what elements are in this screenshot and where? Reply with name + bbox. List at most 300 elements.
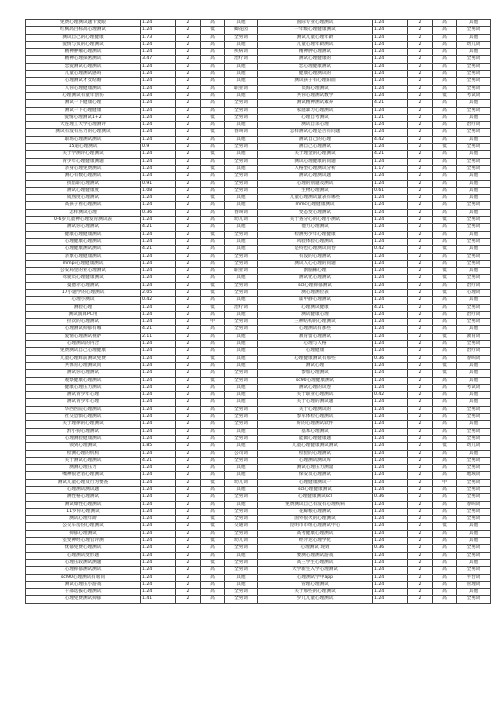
keyword-cell: 变态变心理测试 [258, 210, 373, 217]
category-cell: 全男词 [457, 509, 491, 516]
count-cell: 2 [176, 166, 201, 173]
keyword-cell: 测验心理 [26, 305, 141, 312]
keyword-cell: 割脑稀心理 [258, 268, 373, 275]
index-cell: 1.24 [141, 538, 176, 545]
count-cell: 2 [408, 35, 433, 42]
category-cell: 其他 [225, 246, 258, 253]
count-cell: 2 [176, 35, 201, 42]
keyword-cell: 测心理测位表 [258, 290, 373, 297]
category-cell: 考试词 [457, 93, 491, 100]
count-cell: 2 [408, 392, 433, 399]
keyword-cell: 心理免费测试抑郁 [26, 596, 141, 603]
category-cell: 全男词 [225, 560, 258, 567]
index-cell: 1.24 [141, 407, 176, 414]
category-cell: 其他 [225, 78, 258, 85]
competition-cell: 高 [433, 414, 457, 421]
index-cell: 1.24 [141, 305, 176, 312]
count-cell: 2 [408, 64, 433, 71]
keyword-cell: 大学新生入学心理测试 [258, 567, 373, 574]
count-cell: 2 [408, 217, 433, 224]
index-cell: 1.24 [373, 173, 408, 180]
category-cell: 全男词 [457, 108, 491, 115]
index-cell: 1.24 [373, 575, 408, 582]
index-cell: 1.24 [141, 480, 176, 487]
category-cell: 其他 [225, 356, 258, 363]
count-cell: 2 [408, 348, 433, 355]
count-cell: 2 [176, 516, 201, 523]
count-cell: 2 [408, 42, 433, 49]
index-cell: 1.24 [141, 560, 176, 567]
count-cell: 2 [176, 20, 201, 27]
index-cell: 1.24 [141, 451, 176, 458]
count-cell: 2 [176, 480, 201, 487]
keyword-cell: 心理自考测试 [258, 115, 373, 122]
count-cell: 2 [176, 370, 201, 377]
index-cell: 1.24 [141, 64, 176, 71]
count-cell: 2 [176, 509, 201, 516]
count-cell: 2 [408, 297, 433, 304]
competition-cell: 中 [201, 319, 225, 326]
competition-cell: 高 [201, 100, 225, 107]
count-cell: 2 [408, 144, 433, 151]
keyword-cell: sc90心理健康测试 [258, 378, 373, 385]
count-cell: 2 [176, 385, 201, 392]
index-cell: 1.24 [373, 122, 408, 129]
count-cell: 2 [176, 421, 201, 428]
count-cell: 2 [408, 399, 433, 406]
keyword-cell: 检验的心理测试 [258, 451, 373, 458]
keyword-cell: 心理测试有童年创伤 [26, 93, 141, 100]
keyword-cell: 职场心理测试测试 [26, 137, 141, 144]
count-cell: 2 [176, 195, 201, 202]
category-cell: 其他 [457, 35, 491, 42]
keyword-cell: 管理心理测试 [258, 582, 373, 589]
competition-cell: 高 [201, 210, 225, 217]
category-cell: 春叫词 [457, 356, 491, 363]
keyword-cell: 测试有没有压力的心理测试 [26, 129, 141, 136]
index-cell: 1.24 [373, 217, 408, 224]
index-cell: 1.24 [141, 509, 176, 516]
keyword-cell: 亲身心理免费测试 [26, 166, 141, 173]
competition-cell: 中 [433, 480, 457, 487]
competition-cell: 低 [201, 305, 225, 312]
index-cell: 1.24 [373, 144, 408, 151]
category-cell: 其他 [457, 232, 491, 239]
count-cell: 2 [408, 122, 433, 129]
index-cell: 0.36 [373, 494, 408, 501]
index-cell: 1.24 [373, 129, 408, 136]
category-cell: 全男词 [457, 261, 491, 268]
keyword-cell: 人格型心理测试分析 [258, 166, 373, 173]
competition-cell: 高 [433, 312, 457, 319]
category-cell: 其他 [457, 210, 491, 217]
competition-cell: 高 [433, 553, 457, 560]
competition-cell: 高 [433, 494, 457, 501]
competition-cell: 高 [201, 494, 225, 501]
count-cell: 2 [176, 224, 201, 231]
competition-cell: 低 [433, 334, 457, 341]
count-cell: 2 [176, 42, 201, 49]
keyword-cell: 亲象心理健康测试 [26, 254, 141, 261]
count-cell: 2 [176, 319, 201, 326]
index-cell: 4.21 [373, 305, 408, 312]
keyword-cell: 心理健康测试scl [258, 494, 373, 501]
index-cell: 1.24 [373, 297, 408, 304]
count-cell: 2 [408, 443, 433, 450]
category-cell: 全男词 [225, 181, 258, 188]
keyword-cell: 测试儿童心理及行为要查 [26, 480, 141, 487]
count-cell: 2 [176, 378, 201, 385]
keyword-cell: 测试孩子有心理阳面 [258, 78, 373, 85]
count-cell: 2 [408, 100, 433, 107]
keyword-cell: 健康心理健康测试 [26, 232, 141, 239]
count-cell: 2 [176, 553, 201, 560]
keyword-cell: 心理测试测试库 [258, 458, 373, 465]
category-cell: 全男词 [225, 589, 258, 596]
category-cell: 其他 [225, 392, 258, 399]
category-cell: 其他 [457, 399, 491, 406]
category-cell: 全男词 [225, 100, 258, 107]
count-cell: 2 [176, 494, 201, 501]
keyword-cell: mmc心理健康测试 [258, 202, 373, 209]
competition-cell: 高 [433, 385, 457, 392]
competition-cell: 高 [201, 159, 225, 166]
index-cell: 1.24 [141, 348, 176, 355]
competition-cell: 低 [201, 115, 225, 122]
keyword-cell: 测试心理测试题 [258, 173, 373, 180]
competition-cell: 高 [433, 436, 457, 443]
count-cell: 2 [176, 188, 201, 195]
count-cell: 2 [408, 115, 433, 122]
category-cell: 交通词 [225, 523, 258, 530]
count-cell: 2 [176, 436, 201, 443]
keyword-cell: 11罗你心理测试 [26, 509, 141, 516]
category-cell: 全男词 [457, 224, 491, 231]
competition-cell: 高 [201, 414, 225, 421]
index-cell: 1.24 [141, 399, 176, 406]
category-cell: 全男词 [225, 567, 258, 574]
index-cell: 1.24 [373, 560, 408, 567]
category-cell: 全男词 [225, 326, 258, 333]
index-cell: 1.24 [373, 210, 408, 217]
competition-cell: 高 [433, 429, 457, 436]
index-cell: 1.24 [373, 480, 408, 487]
keyword-cell: 青少年心理健康测题 [26, 159, 141, 166]
category-cell: 全男词 [225, 188, 258, 195]
competition-cell: 低 [433, 443, 457, 450]
count-cell: 2 [408, 370, 433, 377]
competition-cell: 高 [433, 224, 457, 231]
index-cell: 1.24 [141, 312, 176, 319]
competition-cell: 高 [201, 275, 225, 282]
category-cell: 治疗词 [457, 348, 491, 355]
competition-cell: 高 [201, 56, 225, 63]
category-cell: 全男词 [457, 86, 491, 93]
competition-cell: 高 [201, 341, 225, 348]
category-cell: 其他 [457, 173, 491, 180]
category-cell: 其他 [457, 451, 491, 458]
competition-cell: 高 [201, 181, 225, 188]
keyword-cell: 公安局里的业心理测试 [26, 268, 141, 275]
competition-cell: 高 [201, 173, 225, 180]
category-cell: 职业词 [225, 86, 258, 93]
index-cell: 1.24 [141, 392, 176, 399]
competition-cell: 高 [201, 392, 225, 399]
keyword-cell: 国际专业心理测试 [258, 20, 373, 27]
count-cell: 2 [408, 385, 433, 392]
count-cell: 2 [176, 71, 201, 78]
competition-cell: 高 [201, 567, 225, 574]
category-cell: 其他 [225, 582, 258, 589]
count-cell: 2 [408, 509, 433, 516]
count-cell: 2 [176, 268, 201, 275]
count-cell: 2 [408, 166, 433, 173]
keyword-cell: 心理抑郁测试测试 [26, 567, 141, 574]
count-cell: 2 [408, 531, 433, 538]
category-cell: 全男词 [457, 553, 491, 560]
count-cell: 2 [408, 261, 433, 268]
index-cell: 1.24 [373, 502, 408, 509]
category-cell: 全男词 [225, 115, 258, 122]
competition-cell: 高 [433, 531, 457, 538]
keyword-cell: 关于理金的心理测试 [258, 151, 373, 158]
count-cell: 2 [408, 560, 433, 567]
competition-cell: 高 [201, 509, 225, 516]
index-cell: 1.24 [373, 195, 408, 202]
count-cell: 2 [176, 589, 201, 596]
competition-cell: 低 [433, 523, 457, 530]
count-cell: 2 [408, 108, 433, 115]
keyword-cell: 一年级心理健康测试 [258, 27, 373, 34]
index-cell: 1.24 [141, 20, 176, 27]
competition-cell: 低 [201, 195, 225, 202]
competition-cell: 高 [201, 363, 225, 370]
keyword-cell: mmpi心理健康测试 [26, 261, 141, 268]
keyword-cell: 免费心理测试题卡麦眼 [26, 20, 141, 27]
keyword-cell: 免费测试自己有没有心理疾病 [258, 502, 373, 509]
competition-cell: 高 [433, 239, 457, 246]
keyword-cell: 测试心理 [258, 363, 373, 370]
keyword-cell: 生物心理测试 [258, 188, 373, 195]
keyword-cell: 三种结构的心理测试 [258, 319, 373, 326]
category-cell: 其他 [457, 560, 491, 567]
index-cell: 4.21 [141, 326, 176, 333]
category-cell: 其他 [225, 385, 258, 392]
index-cell: 1.24 [373, 414, 408, 421]
category-cell: 其他 [457, 531, 491, 538]
category-cell: 平台词 [457, 575, 491, 582]
category-cell: 全男词 [457, 71, 491, 78]
count-cell: 2 [176, 523, 201, 530]
count-cell: 2 [408, 239, 433, 246]
keyword-cell: 参加心理测试 [258, 370, 373, 377]
count-cell: 2 [176, 217, 201, 224]
category-cell: 全男词 [457, 458, 491, 465]
index-cell: 1.24 [373, 202, 408, 209]
category-cell: 全男词 [225, 254, 258, 261]
competition-cell: 高 [201, 71, 225, 78]
keyword-cell: 0-6岁儿童神心理发育测试表 [26, 217, 141, 224]
competition-cell: 高 [201, 78, 225, 85]
index-cell: 1.24 [141, 100, 176, 107]
count-cell: 2 [408, 246, 433, 253]
keyword-cell: 基本心理测试 [258, 429, 373, 436]
index-cell: 1.24 [373, 421, 408, 428]
count-cell: 2 [408, 589, 433, 596]
keyword-cell: 少儿儿童心理测试 [258, 596, 373, 603]
index-cell: 1.24 [141, 341, 176, 348]
category-cell: 其他 [225, 224, 258, 231]
keyword-cell: 心理测试健康 [258, 305, 373, 312]
count-cell: 2 [408, 494, 433, 501]
index-cell: 1.24 [373, 254, 408, 261]
category-cell: 其他 [225, 297, 258, 304]
keyword-cell: 高三学生心理测试 [258, 560, 373, 567]
category-cell: 全男词 [225, 290, 258, 297]
keyword-cell: 风验体验心理测试 [258, 239, 373, 246]
keyword-cell: 测试心理健康度 [26, 188, 141, 195]
competition-cell: 高 [201, 312, 225, 319]
count-cell: 2 [408, 210, 433, 217]
keyword-cell: 忧郁免费心理测试 [26, 545, 141, 552]
competition-cell: 高 [433, 378, 457, 385]
count-cell: 2 [176, 122, 201, 129]
keyword-cell: 测试心理的试卷 [258, 385, 373, 392]
category-cell: 全男词 [457, 27, 491, 34]
competition-cell: 高 [201, 35, 225, 42]
index-cell: 2.05 [141, 290, 176, 297]
keyword-cell: 测试精神测试素养 [258, 100, 373, 107]
index-cell: 1.41 [141, 596, 176, 603]
count-cell: 2 [408, 202, 433, 209]
index-cell: 1.24 [373, 341, 408, 348]
competition-cell: 高 [433, 137, 457, 144]
index-cell: 1.24 [141, 523, 176, 530]
index-cell: 1.24 [141, 319, 176, 326]
keyword-cell: 儿童心理健康测试测试 [258, 443, 373, 450]
competition-cell: 高 [433, 151, 457, 158]
count-cell: 2 [176, 100, 201, 107]
index-cell: 1.24 [141, 531, 176, 538]
competition-cell: 低 [201, 523, 225, 530]
competition-cell: 高 [433, 326, 457, 333]
index-cell: 1.24 [141, 378, 176, 385]
keyword-cell: 成熟度心理测试 [26, 195, 141, 202]
competition-cell: 低 [201, 151, 225, 158]
competition-cell: 高 [433, 399, 457, 406]
count-cell: 2 [176, 407, 201, 414]
category-cell: 全男词 [225, 414, 258, 421]
keyword-cell: 教育留心理测试 [258, 334, 373, 341]
keyword-cell: 测试爆性心理测试 [26, 502, 141, 509]
competition-cell: 低 [201, 356, 225, 363]
count-cell: 2 [408, 305, 433, 312]
count-cell: 2 [176, 487, 201, 494]
index-cell: 0.36 [373, 545, 408, 552]
keyword-cell: 心理健康测试有那些 [258, 356, 373, 363]
index-cell: 1.24 [373, 407, 408, 414]
index-cell: 1.24 [373, 275, 408, 282]
category-cell: 治疗词 [457, 283, 491, 290]
count-cell: 2 [408, 378, 433, 385]
keyword-cell: 健康心理压力测试 [26, 385, 141, 392]
index-cell: 3.47 [141, 56, 176, 63]
competition-cell: 高 [201, 246, 225, 253]
index-cell: 0.42 [141, 297, 176, 304]
keyword-cell: 精神肿瘤心理测试 [26, 49, 141, 56]
category-cell: 其他 [457, 49, 491, 56]
category-cell: 全男词 [225, 458, 258, 465]
index-cell: 1.24 [373, 312, 408, 319]
category-cell: 全男词 [457, 436, 491, 443]
competition-cell: 高 [201, 370, 225, 377]
category-cell: 全男词 [225, 144, 258, 151]
competition-cell: 高 [433, 78, 457, 85]
category-cell: 卿花园 [225, 27, 258, 34]
category-cell: 其他 [225, 334, 258, 341]
index-cell: 1.24 [373, 451, 408, 458]
keyword-cell: 17小题学的心理测试 [26, 290, 141, 297]
keyword-cell: 心理健康 [258, 348, 373, 355]
category-cell: 其他 [457, 246, 491, 253]
competition-cell: 低 [201, 538, 225, 545]
competition-cell: 高 [201, 596, 225, 603]
index-cell: 1.24 [373, 64, 408, 71]
category-cell: 其他 [225, 443, 258, 450]
count-cell: 2 [176, 472, 201, 479]
count-cell: 2 [176, 465, 201, 472]
category-cell: 春叫词 [225, 210, 258, 217]
index-cell: 4.21 [373, 151, 408, 158]
count-cell: 2 [408, 56, 433, 63]
category-cell: 全男词 [457, 305, 491, 312]
count-cell: 2 [176, 151, 201, 158]
count-cell: 2 [408, 254, 433, 261]
keyword-cell: 测试心理压力测量 [258, 465, 373, 472]
index-cell: 1.24 [373, 224, 408, 231]
keyword-cell: 有没的心理测试 [258, 254, 373, 261]
category-cell: 治疗词 [225, 305, 258, 312]
keyword-cell: 测试一下健康心理 [26, 100, 141, 107]
competition-cell: 低 [433, 290, 457, 297]
keyword-cell: 心理测试抑郁有哪 [26, 326, 141, 333]
keyword-cell: 精神心理探密测试 [26, 56, 141, 63]
count-cell: 2 [176, 181, 201, 188]
index-cell: 1.24 [141, 429, 176, 436]
category-cell: 春叫词 [457, 502, 491, 509]
keyword-cell: 好的心理测试软件 [258, 421, 373, 428]
index-cell: 1.24 [373, 239, 408, 246]
count-cell: 2 [176, 254, 201, 261]
competition-cell: 高 [433, 589, 457, 596]
keyword-cell: 抑郁心理测试 [26, 531, 141, 538]
keyword-cell: scl90心理测试有啥问 [26, 575, 141, 582]
keyword-cell: 测试儿童心理年龄 [258, 35, 373, 42]
count-cell: 2 [408, 341, 433, 348]
keyword-cell: 精神肿心理测试 [258, 49, 373, 56]
index-cell: 1.24 [141, 472, 176, 479]
competition-cell: 高 [201, 553, 225, 560]
category-cell: 考试词 [457, 385, 491, 392]
competition-cell: 高 [201, 502, 225, 509]
index-cell: 1.24 [141, 195, 176, 202]
category-cell: 幼儿词 [457, 443, 491, 450]
competition-cell: 高 [433, 64, 457, 71]
count-cell: 2 [408, 363, 433, 370]
competition-cell: 高 [201, 575, 225, 582]
competition-cell: 高 [433, 341, 457, 348]
competition-cell: 高 [201, 429, 225, 436]
